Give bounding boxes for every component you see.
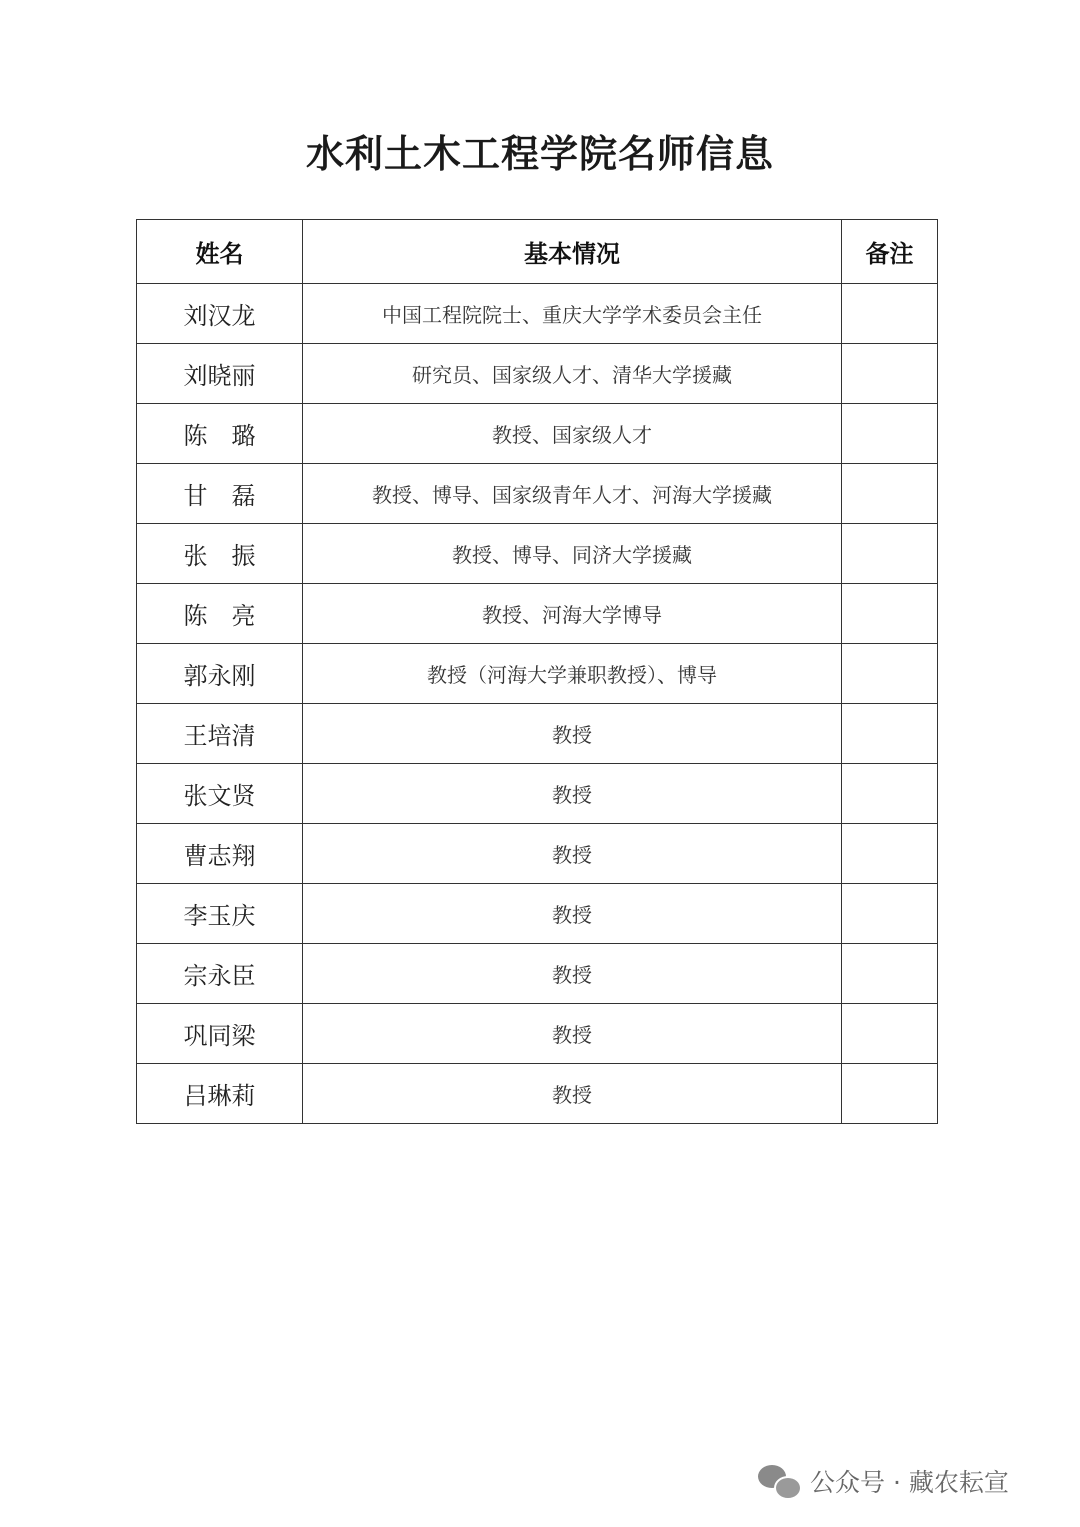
note-cell xyxy=(842,644,938,704)
note-cell xyxy=(842,1004,938,1064)
name-cell: 吕琳莉 xyxy=(137,1064,303,1124)
info-cell: 教授 xyxy=(303,824,842,884)
table-row xyxy=(137,1064,938,1124)
name-cell: 张 振 xyxy=(137,524,303,584)
table-row xyxy=(137,764,938,824)
name-cell: 刘汉龙 xyxy=(137,284,303,344)
note-cell xyxy=(842,824,938,884)
name-cell: 陈 亮 xyxy=(137,584,303,644)
table-row xyxy=(137,884,938,944)
table-header-row xyxy=(137,220,938,284)
name-cell: 郭永刚 xyxy=(137,644,303,704)
name-cell: 王培清 xyxy=(137,704,303,764)
info-cell: 教授 xyxy=(303,764,842,824)
name-cell: 陈 璐 xyxy=(137,404,303,464)
table-row xyxy=(137,704,938,764)
note-cell xyxy=(842,584,938,644)
note-cell xyxy=(842,524,938,584)
name-cell: 刘晓丽 xyxy=(137,344,303,404)
header-info: 基本情况 xyxy=(303,220,842,284)
table-row xyxy=(137,584,938,644)
wechat-icon xyxy=(758,1463,802,1499)
note-cell xyxy=(842,404,938,464)
note-cell xyxy=(842,704,938,764)
info-cell: 中国工程院院士、重庆大学学术委员会主任 xyxy=(303,284,842,344)
name-cell: 张文贤 xyxy=(137,764,303,824)
faculty-table xyxy=(136,219,938,1124)
table-row xyxy=(137,1004,938,1064)
note-cell xyxy=(842,464,938,524)
name-cell: 甘 磊 xyxy=(137,464,303,524)
watermark-text: 公众号 · 藏农耘宣 xyxy=(810,1468,1009,1497)
page-title: 水利土木工程学院名师信息 xyxy=(305,132,774,176)
name-cell: 李玉庆 xyxy=(137,884,303,944)
table-row xyxy=(137,404,938,464)
table-row xyxy=(137,644,938,704)
header-note: 备注 xyxy=(842,220,938,284)
name-cell: 宗永臣 xyxy=(137,944,303,1004)
table-row xyxy=(137,524,938,584)
info-cell: 研究员、国家级人才、清华大学援藏 xyxy=(303,344,842,404)
note-cell xyxy=(842,284,938,344)
info-cell: 教授（河海大学兼职教授）、博导 xyxy=(303,644,842,704)
name-cell: 曹志翔 xyxy=(137,824,303,884)
table-row xyxy=(137,944,938,1004)
info-cell: 教授 xyxy=(303,944,842,1004)
table-row xyxy=(137,284,938,344)
info-cell: 教授 xyxy=(303,884,842,944)
name-cell: 巩同梁 xyxy=(137,1004,303,1064)
table-row xyxy=(137,824,938,884)
info-cell: 教授 xyxy=(303,1004,842,1064)
note-cell xyxy=(842,884,938,944)
info-cell: 教授、国家级人才 xyxy=(303,404,842,464)
header-name: 姓名 xyxy=(137,220,303,284)
watermark xyxy=(758,1456,1009,1506)
info-cell: 教授、河海大学博导 xyxy=(303,584,842,644)
info-cell: 教授 xyxy=(303,1064,842,1124)
note-cell xyxy=(842,344,938,404)
note-cell xyxy=(842,1064,938,1124)
info-cell: 教授 xyxy=(303,704,842,764)
table-row xyxy=(137,464,938,524)
note-cell xyxy=(842,944,938,1004)
info-cell: 教授、博导、国家级青年人才、河海大学援藏 xyxy=(303,464,842,524)
info-cell: 教授、博导、同济大学援藏 xyxy=(303,524,842,584)
note-cell xyxy=(842,764,938,824)
table-row xyxy=(137,344,938,404)
